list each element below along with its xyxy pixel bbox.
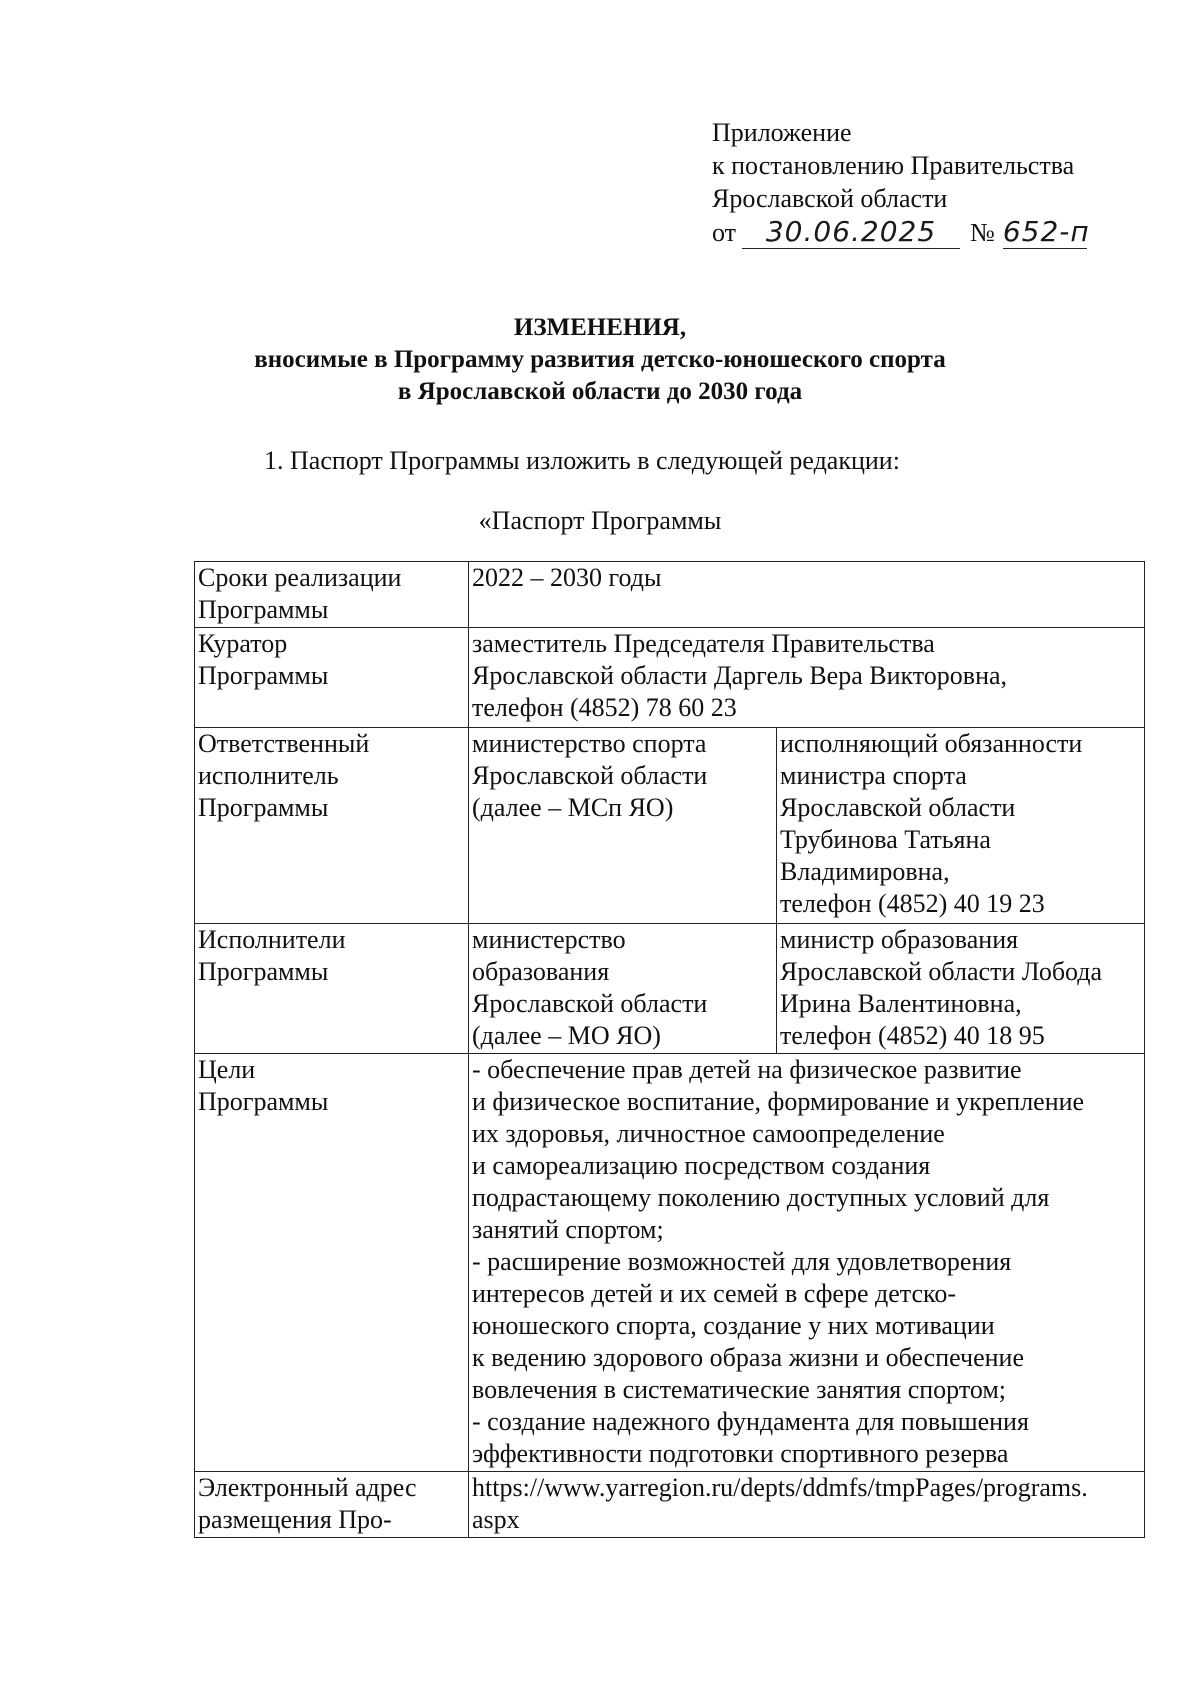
appendix-line-3: Ярославской области xyxy=(712,184,948,213)
passport-heading: «Паспорт Программы xyxy=(478,506,722,535)
table-row xyxy=(195,924,1145,1054)
row-label-cell: Ответственный исполнитель Программы xyxy=(195,728,469,924)
document-title xyxy=(0,312,1200,408)
row-head-cell: исполняющий обязанности министра спорта Ярославской области Трубинова Татьяна Владимировна, телефон (4852) 40 19 23 xyxy=(777,728,1145,924)
item-1-text: 1. Паспорт Программы изложить в следующей редакции: xyxy=(264,446,900,475)
appendix-line-2: к постановлению Правительства xyxy=(712,151,1075,180)
appendix-line-1: Приложение xyxy=(712,118,852,147)
row-value-cell: 2022 – 2030 годы xyxy=(469,562,1145,628)
row-label-cell: Исполнители Программы xyxy=(195,924,469,1054)
row-label-cell: Цели Программы xyxy=(195,1054,469,1472)
row-org-cell: министерство образования Ярославской области (далее – МО ЯО) xyxy=(469,924,777,1054)
appendix-date-line xyxy=(712,215,1090,249)
row-org-cell: министерство спорта Ярославской области (далее – МСп ЯО) xyxy=(469,728,777,924)
passport-table xyxy=(194,561,1145,1538)
table-row xyxy=(195,1054,1145,1472)
title-line-2: вносимые в Программу развития детско-юношеского спорта xyxy=(254,346,946,373)
row-value-cell: - обеспечение прав детей на физическое развитие и физическое воспитание, формирование и укрепление их здоровья, личностное самоопределение и самореализацию посредством создания подрастающему поколению доступных условий для занятий спортом; - расширение возможностей для удовлетворения интересов детей и их семей в сфере детско- юношеского спорта, создание у них мотивации к ведению здорового образа жизни и обеспечение вовлечения в систематические занятия спортом; - создание надежного фундамента для повышения эффективности подготовки спортивного резерва xyxy=(469,1054,1145,1472)
row-label-cell: Сроки реализации Программы xyxy=(195,562,469,628)
handwritten-date: 30.06.2025 xyxy=(742,215,960,249)
row-label-cell: Электронный адрес размещения Про- xyxy=(195,1472,469,1538)
handwritten-number: 652-п xyxy=(1002,215,1090,248)
table-row xyxy=(195,1472,1145,1538)
row-label-cell: Куратор Программы xyxy=(195,628,469,728)
row-head-cell: министр образования Ярославской области Лобода Ирина Валентиновна, телефон (4852) 40 18 95 xyxy=(777,924,1145,1054)
table-row xyxy=(195,728,1145,924)
number-label: № xyxy=(970,218,995,247)
row-value-cell: заместитель Председателя Правительства Ярославской области Даргель Вера Викторовна, телефон (4852) 78 60 23 xyxy=(469,628,1145,728)
table-row xyxy=(195,628,1145,728)
from-label: от xyxy=(712,218,737,247)
title-heading: ИЗМЕНЕНИЯ, xyxy=(513,314,687,341)
program-url-cell[interactable]: https://www.yarregion.ru/depts/ddmfs/tmpPages/programs. aspx xyxy=(469,1472,1145,1538)
title-line-3: в Ярославской области до 2030 года xyxy=(397,378,803,405)
appendix-block xyxy=(712,116,1090,249)
table-row xyxy=(195,562,1145,628)
